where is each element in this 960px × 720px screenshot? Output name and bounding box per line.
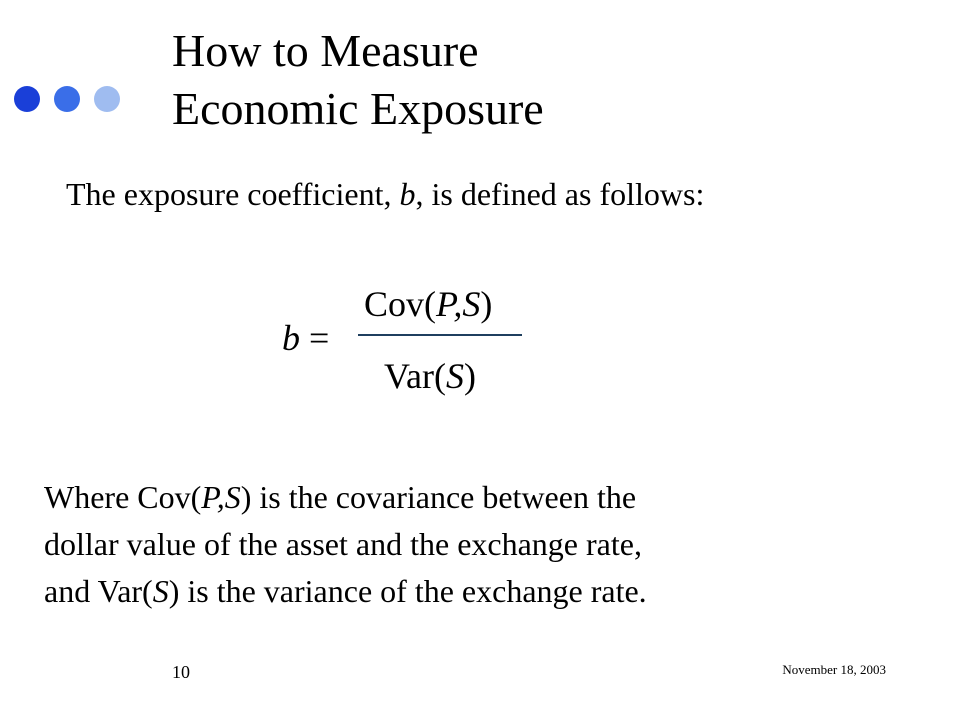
explanation-line-2: dollar value of the asset and the exchange rate, <box>44 526 642 562</box>
slide-title <box>172 22 544 138</box>
numerator-close: ) <box>480 284 493 324</box>
footer-date: November 18, 2003 <box>782 662 886 677</box>
explanation-l3-a: and Var( <box>44 573 153 609</box>
explanation-l3-c: ) is the variance of the exchange rate. <box>168 573 647 609</box>
intro-variable: b <box>399 176 416 212</box>
numerator-args: P,S <box>436 284 481 324</box>
page-number: 10 <box>172 662 190 682</box>
formula-equals: = <box>300 318 330 358</box>
dot-medium-blue <box>54 86 80 112</box>
dot-dark-blue <box>14 86 40 112</box>
slide-title-line-1: How to Measure <box>172 25 479 76</box>
formula-lhs <box>282 316 329 360</box>
intro-text <box>66 172 704 216</box>
explanation-line-3 <box>44 568 944 615</box>
intro-suffix: , is defined as follows: <box>415 176 705 212</box>
explanation-text <box>44 474 944 615</box>
explanation-l1-args: P,S <box>201 479 241 515</box>
exposure-formula <box>282 282 542 402</box>
explanation-l1-c: ) is the covariance between the <box>240 479 637 515</box>
explanation-line-1 <box>44 474 944 521</box>
explanation-l1-a: Where Cov( <box>44 479 202 515</box>
formula-lhs-variable: b <box>282 318 300 358</box>
explanation-l3-arg: S <box>152 573 169 609</box>
dot-light-blue <box>94 86 120 112</box>
intro-prefix: The exposure coefficient, <box>66 176 400 212</box>
denominator-arg: S <box>445 356 464 396</box>
formula-denominator <box>384 354 476 398</box>
denominator-function: Var( <box>384 356 446 396</box>
slide-title-line-2: Economic Exposure <box>172 83 544 134</box>
formula-numerator <box>364 282 492 326</box>
decorative-dots <box>14 86 120 112</box>
numerator-function: Cov( <box>364 284 436 324</box>
denominator-close: ) <box>463 356 476 396</box>
fraction-bar <box>358 334 522 336</box>
